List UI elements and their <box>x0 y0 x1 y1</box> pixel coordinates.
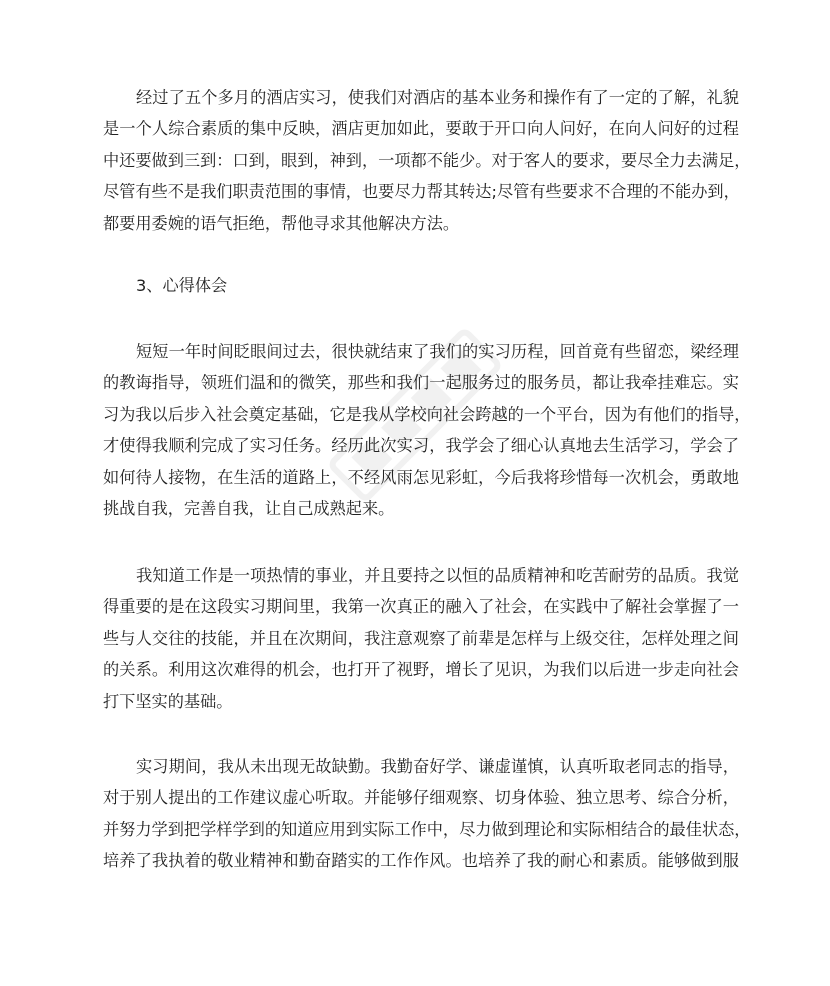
paragraph-line: 的关系。利用这次难得的机会，也打开了视野，增长了见识，为我们以后进一步走向社会 <box>103 660 739 680</box>
paragraph-4 <box>103 751 751 877</box>
section-heading: 3、心得体会 <box>136 276 228 295</box>
paragraph-line: 如何待人接物，在生活的道路上，不经风雨怎见彩虹，今后我将珍惜每一次机会，勇敢地 <box>103 467 739 487</box>
paragraph-line: 实习期间，我从未出现无故缺勤。我勤奋好学、谦虚谨慎，认真听取老同志的指导， <box>136 757 739 776</box>
paragraph-1 <box>103 82 751 239</box>
paragraph-line: 尽管有些不是我们职责范围的事情，也要尽力帮其转达;尽管有些要求不合理的不能办到， <box>103 182 740 202</box>
paragraph-line: 培养了我执着的敬业精神和勤奋踏实的工作作风。也培养了我的耐心和素质。能够做到服 <box>103 851 739 871</box>
paragraph-line: 短短一年时间眨眼间过去，很快就结束了我们的实习历程，回首竟有些留恋，梁经理 <box>136 342 739 361</box>
paragraph-line: 我知道工作是一项热情的事业，并且要持之以恒的品质精神和吃苦耐劳的品质。我觉 <box>136 566 739 585</box>
paragraph-3 <box>103 560 739 717</box>
paragraph-line: 的教诲指导，领班们温和的微笑，那些和我们一起服务过的服务员，都让我牵挂难忘。实 <box>103 373 739 393</box>
paragraph-line: 是一个人综合素质的集中反映，酒店更加如此，要敢于开口向人问好，在向人问好的过程 <box>103 119 739 139</box>
paragraph-line: 些与人交往的技能，并且在次期间，我注意观察了前辈是怎样与上级交往，怎样处理之间 <box>103 628 739 648</box>
paragraph-line: 中还要做到三到：口到，眼到，神到，一项都不能少。对于客人的要求，要尽全力去满足， <box>103 150 751 170</box>
paragraph-line: 才使得我顺利完成了实习任务。经历此次实习，我学会了细心认真地去生活学习，学会了 <box>103 436 739 456</box>
paragraph-line: 经过了五个多月的酒店实习，使我们对酒店的基本业务和操作有了一定的了解，礼貌 <box>136 88 739 107</box>
paragraph-line: 得重要的是在这段实习期间里，我第一次真正的融入了社会，在实践中了解社会掌握了一 <box>103 597 739 617</box>
paragraph-line: 都要用委婉的语气拒绝，帮他寻求其他解决方法。 <box>103 213 460 233</box>
paragraph-line: 习为我以后步入社会奠定基础，它是我从学校向社会跨越的一个平台，因为有他们的指导， <box>103 404 751 424</box>
paragraph-line: 挑战自我，完善自我，让自己成熟起来。 <box>103 499 395 519</box>
paragraph-line: 并努力学到把学样学到的知道应用到实际工作中，尽力做到理论和实际相结合的最佳状态， <box>103 819 751 839</box>
paragraph-line: 打下坚实的基础。 <box>103 691 233 711</box>
paragraph-line: 对于别人提出的工作建议虚心听取。并能够仔细观察、切身体验、独立思考、综合分析， <box>103 788 739 808</box>
paragraph-2 <box>103 336 751 524</box>
